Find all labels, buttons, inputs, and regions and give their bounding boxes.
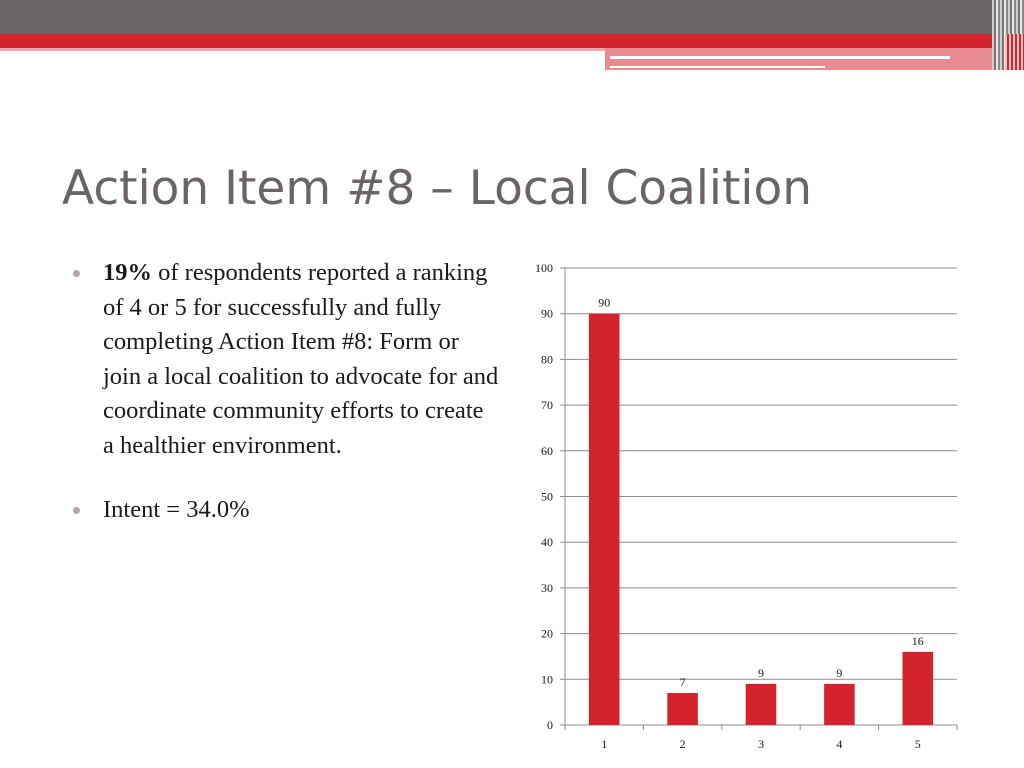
- data-label: 9: [758, 665, 764, 680]
- bullet-item: [70, 493, 500, 528]
- data-label: 16: [911, 633, 924, 648]
- bullet-list: [70, 256, 500, 558]
- y-tick-label: 10: [541, 672, 553, 687]
- header-band-white-line: [610, 56, 950, 59]
- bullet-text: Intent = 34.0%: [103, 496, 250, 523]
- data-label: 90: [598, 295, 611, 310]
- x-tick-label: 3: [758, 737, 764, 751]
- slide-title: Action Item #8 – Local Coalition: [62, 161, 813, 216]
- y-tick-label: 60: [541, 443, 553, 458]
- x-tick-label: 2: [679, 737, 686, 751]
- data-label: 9: [836, 665, 843, 680]
- bar-chart: [520, 258, 970, 758]
- y-tick-label: 100: [535, 261, 553, 275]
- header-stripes-red: [1005, 34, 1024, 70]
- y-tick-label: 40: [541, 535, 553, 550]
- header-band-pink-thin: [0, 48, 605, 51]
- data-label: 7: [679, 675, 686, 690]
- x-tick-label: 5: [914, 737, 921, 751]
- y-tick-label: 0: [547, 718, 553, 732]
- x-tick-label: 4: [836, 737, 843, 751]
- bullet-emphasis: 19%: [103, 259, 152, 286]
- bullet-item: [70, 256, 500, 463]
- bar: [589, 314, 620, 725]
- header-band-gray: [0, 0, 992, 34]
- y-tick-label: 70: [541, 398, 553, 413]
- y-tick-label: 30: [541, 580, 553, 595]
- bar: [746, 684, 777, 725]
- y-tick-label: 90: [541, 306, 553, 321]
- bullet-dot-icon: [73, 507, 80, 514]
- x-tick-label: 1: [601, 737, 608, 751]
- bar: [667, 693, 698, 725]
- bar: [824, 684, 855, 725]
- header-band-white-line-short: [610, 66, 825, 68]
- bullet-dot-icon: [73, 270, 80, 277]
- y-tick-label: 20: [541, 626, 553, 641]
- bullet-text: of respondents reported a ranking of 4 or 5 for successfully and fully completing Action Item #8: Form or join a local coalition to advocate for and coordinate community efforts to create a healthier environment.: [103, 259, 499, 459]
- y-tick-label: 50: [541, 489, 553, 504]
- y-tick-label: 80: [541, 352, 553, 367]
- bar: [903, 652, 934, 725]
- header-band-red: [0, 34, 1010, 48]
